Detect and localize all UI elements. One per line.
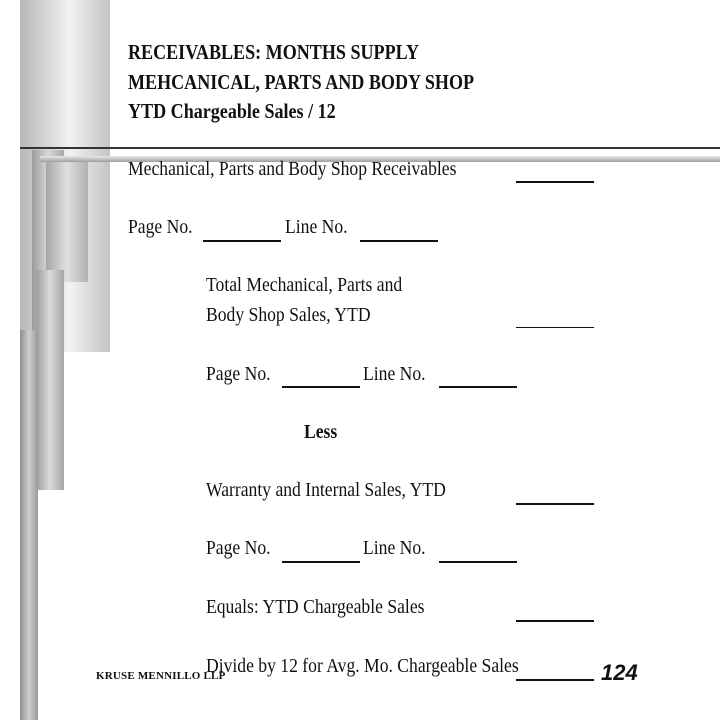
decorative-bar bbox=[20, 330, 38, 720]
total-sales-blank[interactable] bbox=[516, 327, 594, 328]
warranty-sales-label: Warranty and Internal Sales, YTD bbox=[206, 479, 446, 501]
firm-footer: KRUSE MENNILLO LLP bbox=[96, 670, 226, 682]
less-label: Less bbox=[304, 421, 338, 443]
page-no-blank[interactable] bbox=[282, 561, 360, 563]
receivables-label: Mechanical, Parts and Body Shop Receivables bbox=[128, 158, 457, 180]
total-sales-label-line-2: Body Shop Sales, YTD bbox=[206, 304, 371, 326]
title-divider bbox=[20, 147, 720, 149]
page-number: 124 bbox=[601, 660, 638, 685]
page-no-label: Page No. bbox=[206, 363, 271, 385]
page-no-label: Page No. bbox=[206, 537, 271, 559]
warranty-sales-blank[interactable] bbox=[516, 503, 594, 505]
slide-title-line-1: RECEIVABLES: MONTHS SUPPLY bbox=[128, 40, 420, 64]
line-no-label: Line No. bbox=[363, 363, 426, 385]
slide-title-line-3: YTD Chargeable Sales / 12 bbox=[128, 99, 336, 123]
page-no-blank[interactable] bbox=[203, 240, 281, 242]
decorative-bar bbox=[36, 270, 64, 490]
equals-chargeable-sales-label: Equals: YTD Chargeable Sales bbox=[206, 596, 425, 618]
page-no-label: Page No. bbox=[128, 216, 193, 238]
slide-title-line-2: MEHCANICAL, PARTS AND BODY SHOP bbox=[128, 70, 475, 94]
line-no-blank[interactable] bbox=[439, 561, 517, 563]
divide-by-12-label: Divide by 12 for Avg. Mo. Chargeable Sales bbox=[206, 655, 519, 677]
line-no-label: Line No. bbox=[363, 537, 426, 559]
page-no-blank[interactable] bbox=[282, 386, 360, 388]
avg-monthly-sales-blank[interactable] bbox=[516, 679, 594, 681]
decorative-bar bbox=[46, 160, 88, 282]
line-no-label: Line No. bbox=[285, 216, 348, 238]
line-no-blank[interactable] bbox=[439, 386, 517, 388]
total-sales-label-line-1: Total Mechanical, Parts and bbox=[206, 274, 403, 296]
equals-chargeable-sales-blank[interactable] bbox=[516, 620, 594, 622]
receivables-blank[interactable] bbox=[516, 181, 594, 183]
line-no-blank[interactable] bbox=[360, 240, 438, 242]
